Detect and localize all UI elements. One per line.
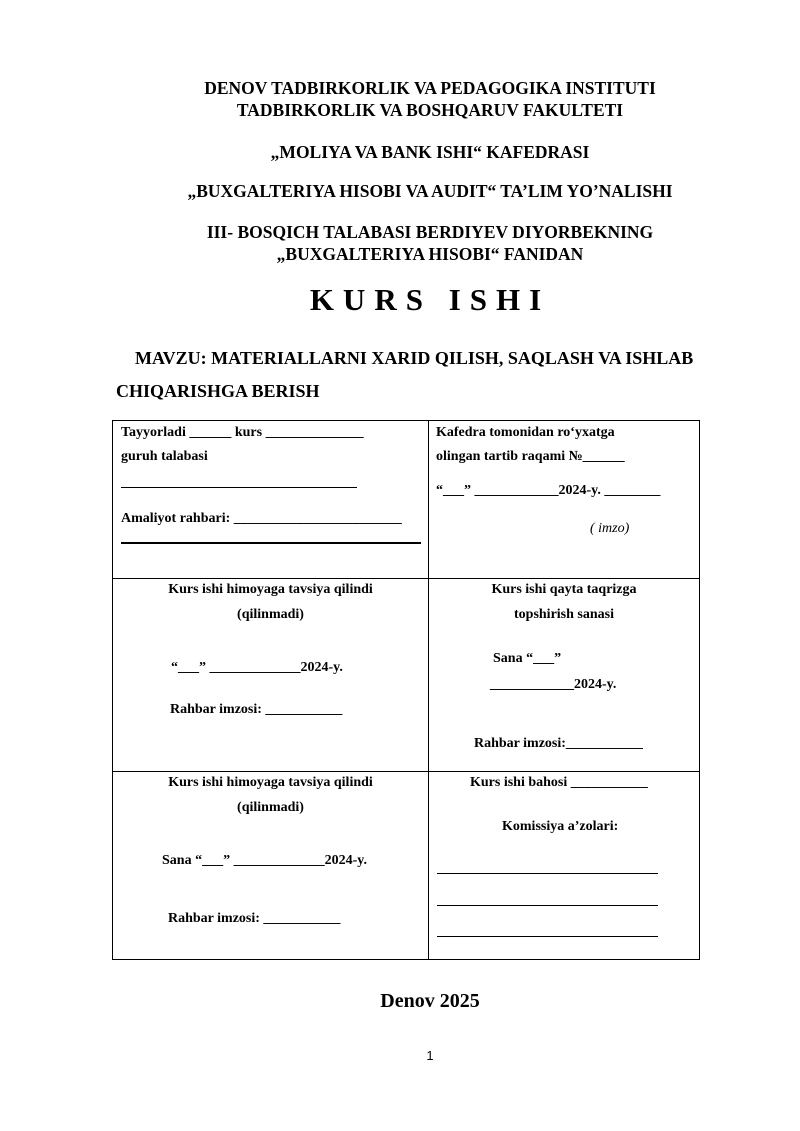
grade-cell [429,772,700,960]
resubmission-date-field: Sana “___” [493,651,562,666]
commission-member-line [437,905,658,906]
resubmission-date-label: topshirish sanasi [514,607,614,622]
commission-member-line [437,873,658,874]
defense-not-recommended-label: (qilinmadi) [237,607,304,622]
department-name: „MOLIYA VA BANK ISHI“ KAFEDRASI [270,142,590,162]
commission-label: Komissiya a’zolari: [502,819,619,834]
resubmission-signature-field: Rahbar imzosi:___________ [474,736,643,751]
defense-date-field: “___” _____________2024-y. [171,660,343,675]
supervisor-signature-field: Rahbar imzosi: ___________ [170,702,343,717]
registration-label: Kafedra tomonidan ro‘yxatga [436,425,615,440]
program-name: „BUXGALTERIYA HISOBI VA AUDIT“ TA’LIM YO’NALISHI [187,181,673,201]
institute-name: DENOV TADBIRKORLIK VA PEDAGOGIKA INSTITUTI [204,78,656,98]
final-defense-label: Kurs ishi himoyaga tavsiya qilindi [168,775,373,790]
topic-line-1: MAVZU: MATERIALLARNI XARID QILISH, SAQLASH VA ISHLAB [135,348,694,368]
final-not-recommended-label: (qilinmadi) [237,800,304,815]
registration-number-field: olingan tartib raqami №______ [436,449,625,464]
final-supervisor-signature-field: Rahbar imzosi: ___________ [168,911,341,926]
registration-date-field: “___” ____________2024-y. ________ [436,483,661,498]
prepared-by-cell [113,421,429,579]
topic-line-2: CHIQARISHGA BERISH [116,381,320,401]
supervisor-name-line [121,542,421,544]
group-student-label: guruh talabasi [121,449,208,464]
prepared-by-field: Tayyorladi ______ kurs ______________ [121,425,364,440]
resubmission-cell [429,579,700,772]
registration-cell [429,421,700,579]
document-title: KURS ISHI [309,282,551,317]
resubmission-year-field: ____________2024-y. [490,677,617,692]
defense-recommendation-label: Kurs ishi himoyaga tavsiya qilindi [168,582,373,597]
registration-form-table [112,420,700,960]
page-number: 1 [426,1048,434,1063]
resubmission-label: Kurs ishi qayta taqrizga [491,582,637,597]
signature-caption: ( imzo) [590,521,630,536]
student-line: III- BOSQICH TALABASI BERDIYEV DIYORBEKNING [206,222,654,242]
supervisor-field: Amaliyot rahbari: ________________________ [121,511,402,526]
defense-recommendation-cell [113,579,429,772]
final-defense-cell [113,772,429,960]
grade-field: Kurs ishi bahosi ___________ [470,775,648,790]
faculty-name: TADBIRKORLIK VA BOSHQARUV FAKULTETI [236,100,624,120]
student-name-line [121,487,357,488]
subject-line: „BUXGALTERIYA HISOBI“ FANIDAN [276,244,584,264]
city-year: Denov 2025 [380,990,480,1012]
final-defense-date-field: Sana “___” _____________2024-y. [162,853,367,868]
commission-member-line [437,936,658,937]
